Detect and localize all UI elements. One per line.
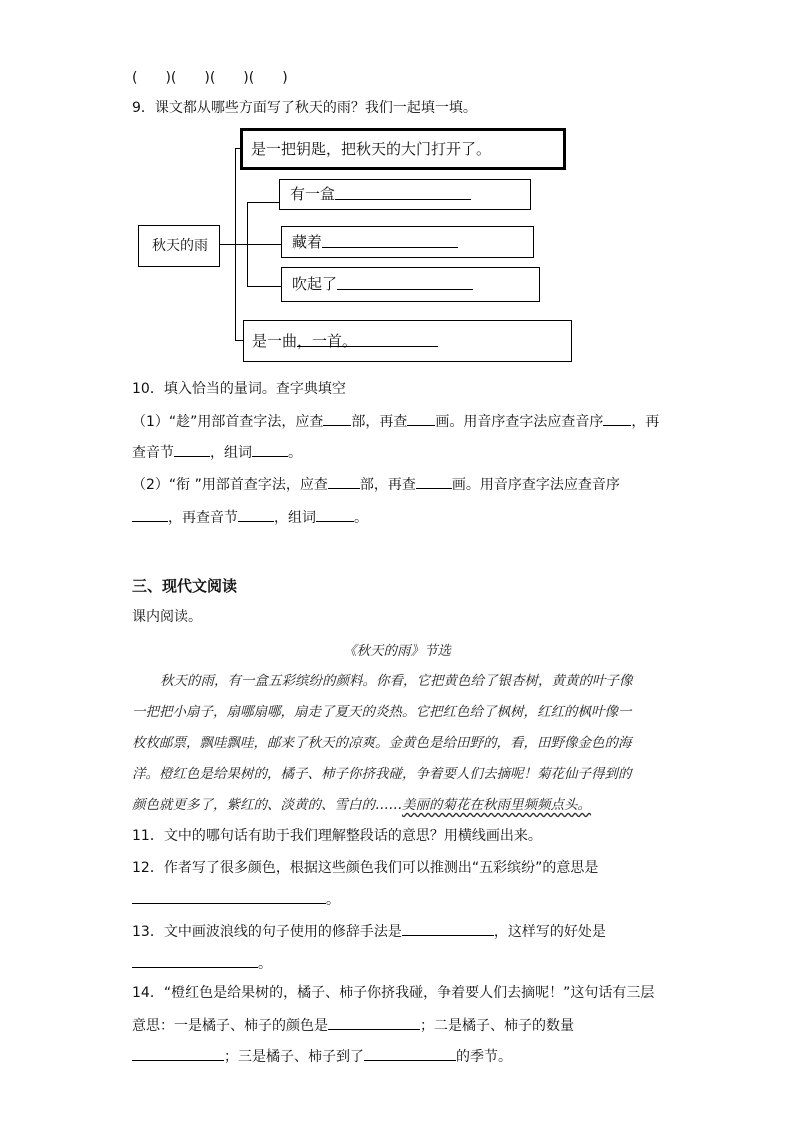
box-paint-prefix: 有一盒 bbox=[290, 185, 336, 203]
passage-line: 一把把小扇子，扇哪扇哪，扇走了夏天的炎热。它把红色给了枫树，红红的枫叶像一 bbox=[132, 704, 632, 720]
box-blow-blank[interactable] bbox=[337, 274, 473, 290]
q10-1-syllable-blank[interactable] bbox=[174, 441, 210, 457]
connector bbox=[247, 244, 281, 245]
q14-color-blank[interactable] bbox=[328, 1014, 420, 1030]
box-song-blank-2[interactable] bbox=[342, 331, 438, 347]
q10-2-syllable-blank[interactable] bbox=[238, 506, 274, 522]
box-hide-prefix: 藏着 bbox=[292, 233, 323, 251]
connector bbox=[247, 286, 281, 287]
mindmap-box-song bbox=[243, 320, 572, 362]
passage-line-last: 颜色就更多了，紫红的、淡黄的、雪白的……美丽的菊花在秋雨里频频点头。 bbox=[132, 797, 591, 813]
mindmap-box-key-text: 是一把钥匙，把秋天的大门打开了。 bbox=[251, 140, 492, 158]
q8-answer-brackets[interactable]: ( )( )( )( ) bbox=[132, 70, 288, 86]
box-song-prefix: 是一曲 bbox=[252, 332, 298, 350]
q10-1-strokes-blank[interactable] bbox=[407, 410, 435, 426]
q9-prompt: 9．课文都从哪些方面写了秋天的雨？我们一起填一填。 bbox=[132, 100, 477, 116]
connector bbox=[235, 244, 247, 245]
passage-title: 《秋天的雨》节选 bbox=[343, 643, 451, 659]
q10-line-2: 查音节 ，组词 。 bbox=[132, 441, 302, 463]
passage-line: 秋天的雨，有一盒五彩缤纷的颜料。你看，它把黄色给了银杏树，黄黄的叶子像 bbox=[160, 673, 633, 689]
mindmap-box-hide bbox=[281, 226, 534, 258]
q10-2-radical-blank[interactable] bbox=[328, 473, 360, 489]
q10-1-word-blank[interactable] bbox=[252, 441, 288, 457]
section-heading: 三、现代文阅读 bbox=[132, 577, 238, 595]
q10-line-1: （1）“趁”用部首查字法，应查 部，再查 画。用音序查字法应查音序 ，再 bbox=[132, 410, 659, 432]
q10-prompt: 10．填入恰当的量词。查字典填空 bbox=[132, 381, 346, 397]
q12: 12．作者写了很多颜色，根据这些颜色我们可以推测出“五彩缤纷”的意思是 bbox=[132, 860, 599, 876]
q10-line-4: ，再查音节 ，组词 。 bbox=[132, 506, 368, 528]
connector bbox=[247, 202, 279, 203]
q11: 11．文中的哪句话有助于我们理解整段话的意思？用横线画出来。 bbox=[132, 828, 542, 844]
connector bbox=[220, 244, 235, 245]
q13: 13．文中画波浪线的句子使用的修辞手法是 ，这样写的好处是 bbox=[132, 920, 606, 942]
q12-answer: 。 bbox=[132, 888, 340, 910]
q10-2-letter-blank[interactable] bbox=[132, 506, 168, 522]
q14-quantity-blank[interactable] bbox=[132, 1045, 224, 1061]
connector bbox=[235, 340, 243, 341]
q13-rhetoric-blank[interactable] bbox=[402, 920, 494, 936]
box-blow-prefix: 吹起了 bbox=[292, 275, 338, 293]
box-song-end: 。 bbox=[342, 332, 358, 350]
wavy-underlined-sentence: 美丽的菊花在秋雨里频频点头。 bbox=[402, 797, 591, 813]
q10-1-letter-blank[interactable] bbox=[603, 410, 631, 426]
mindmap-box-paint bbox=[279, 179, 531, 210]
mindmap-center-box bbox=[138, 225, 220, 267]
q13-answer: 。 bbox=[132, 952, 272, 974]
box-paint-blank[interactable] bbox=[335, 184, 471, 200]
q10-2-word-blank[interactable] bbox=[316, 506, 354, 522]
q10-line-3: （2）“衔 ”用部首查字法，应查 部，再查 画。用音序查字法应查音序 bbox=[132, 473, 620, 495]
q14-line-3: ；三是橘子、柿子到了 的季节。 bbox=[132, 1045, 512, 1067]
q12-blank[interactable] bbox=[132, 888, 326, 904]
section-subheading: 课内阅读。 bbox=[132, 609, 202, 625]
mindmap-center-label: 秋天的雨 bbox=[152, 238, 208, 254]
q14-season-blank[interactable] bbox=[364, 1045, 456, 1061]
mindmap-box-blow bbox=[281, 267, 540, 302]
box-hide-blank[interactable] bbox=[322, 232, 458, 248]
q10-2-strokes-blank[interactable] bbox=[416, 473, 452, 489]
box-song-mid: ，一首 bbox=[297, 332, 343, 350]
passage-line: 枚枚邮票，飘哇飘哇，邮来了秋天的凉爽。金黄色是给田野的，看，田野像金色的海 bbox=[132, 735, 632, 751]
q10-1-radical-blank[interactable] bbox=[323, 410, 351, 426]
q14-line-2: 意思：一是橘子、柿子的颜色是 ；二是橘子、柿子的数量 bbox=[132, 1014, 574, 1036]
mindmap-box-key bbox=[240, 128, 566, 170]
q14: 14．“橙红色是给果树的，橘子、柿子你挤我碰，争着要人们去摘呢！”这句话有三层 bbox=[132, 985, 655, 1001]
q13-benefit-blank[interactable] bbox=[132, 952, 258, 968]
passage-line: 洋。橙红色是给果树的，橘子、柿子你挤我碰，争着要人们去摘呢！菊花仙子得到的 bbox=[132, 766, 632, 782]
